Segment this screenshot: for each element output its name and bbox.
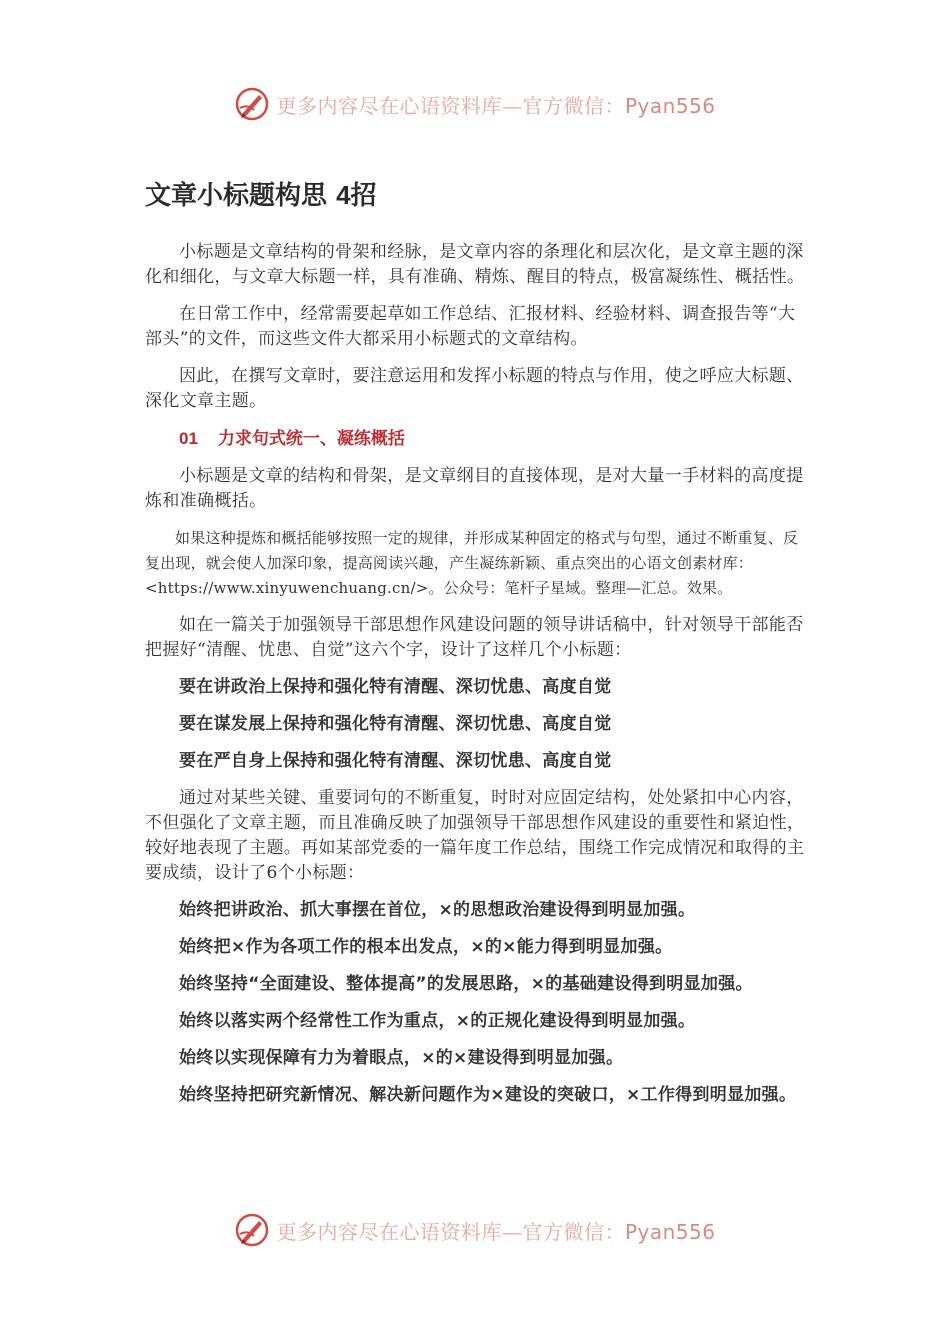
example-subheading: 始终以落实两个经常性工作为重点，×的正规化建设得到明显加强。	[179, 1011, 696, 1031]
body-paragraph: 通过对某些关键、重要词句的不断重复，时时对应固定结构，处处紧扣中心内容，不但强化了文章主题，而且准确反映了加强领导干部思想作风建设的重要性和紧迫性，较好地表现了主题。再如某部党委的一篇年度工作总结，围绕工作完成情况和取得的主要成绩，设计了6个小标题：	[145, 788, 805, 883]
example-subheading: 要在谋发展上保持和强化特有清醒、深切忧患、高度自觉	[179, 714, 612, 734]
example-subheading: 要在严自身上保持和强化特有清醒、深切忧患、高度自觉	[179, 751, 612, 771]
example-subheading: 始终以实现保障有力为着眼点，×的×建设得到明显加强。	[179, 1048, 624, 1068]
wechat-id: Pyan556	[624, 93, 716, 118]
intro-paragraph: 在日常工作中，经常需要起草如工作总结、汇报材料、经验材料、调查报告等“大部头”的文件，而这些文件大都采用小标题式的文章结构。	[145, 304, 796, 349]
pen-logo-icon	[234, 86, 270, 122]
pen-logo-icon	[234, 1212, 270, 1248]
example-subheading: 要在讲政治上保持和强化特有清醒、深切忧患、高度自觉	[179, 677, 612, 697]
section-heading: 01 力求句式统一、凝练概括	[179, 429, 405, 449]
body-paragraph: 小标题是文章的结构和骨架，是文章纲目的直接体现，是对大量一手材料的高度提炼和准确概括。	[145, 466, 804, 511]
intro-paragraph: 因此，在撰写文章时，要注意运用和发挥小标题的特点与作用，使之呼应大标题、深化文章主题。	[145, 366, 804, 411]
example-subheading: 始终坚持“全面建设、整体提高”的发展思路，×的基础建设得到明显加强。	[179, 974, 753, 994]
example-subheading: 始终把×作为各项工作的根本出发点，×的×能力得到明显加强。	[179, 937, 673, 957]
article	[145, 175, 808, 1120]
example-subheading: 始终坚持把研究新情况、解决新问题作为×建设的突破口，×工作得到明显加强。	[179, 1085, 797, 1105]
body-paragraph: 如在一篇关于加强领导干部思想作风建设问题的领导讲话稿中，针对领导干部能否把握好“清醒、忧患、自觉”这六个字，设计了这样几个小标题：	[145, 615, 804, 660]
banner-text: 更多内容尽在心语资料库—官方微信：Pyan556	[276, 93, 716, 118]
wechat-id: Pyan556	[624, 1219, 716, 1244]
footer-banner	[0, 1210, 950, 1250]
intro-paragraph: 小标题是文章结构的骨架和经脉，是文章内容的条理化和层次化，是文章主题的深化和细化，与文章大标题一样，具有准确、精炼、醒目的特点，极富凝练性、概括性。	[145, 242, 805, 287]
banner-text: 更多内容尽在心语资料库—官方微信：Pyan556	[276, 1219, 716, 1244]
body-paragraph: 如果这种提炼和概括能够按照一定的规律，并形成某种固定的格式与句型，通过不断重复、反复出现，就会使人加深印象，提高阅读兴趣，产生凝练新颖、重点突出的心语文创素材库：<https://www.xinyuwenchuang.cn/>。公众号：笔杆子星域。整理—汇总。效果。	[145, 529, 799, 597]
example-subheading: 始终把讲政治、抓大事摆在首位，×的思想政治建设得到明显加强。	[179, 900, 696, 920]
article-title: 文章小标题构思 4招	[145, 180, 377, 211]
header-banner	[0, 84, 950, 124]
